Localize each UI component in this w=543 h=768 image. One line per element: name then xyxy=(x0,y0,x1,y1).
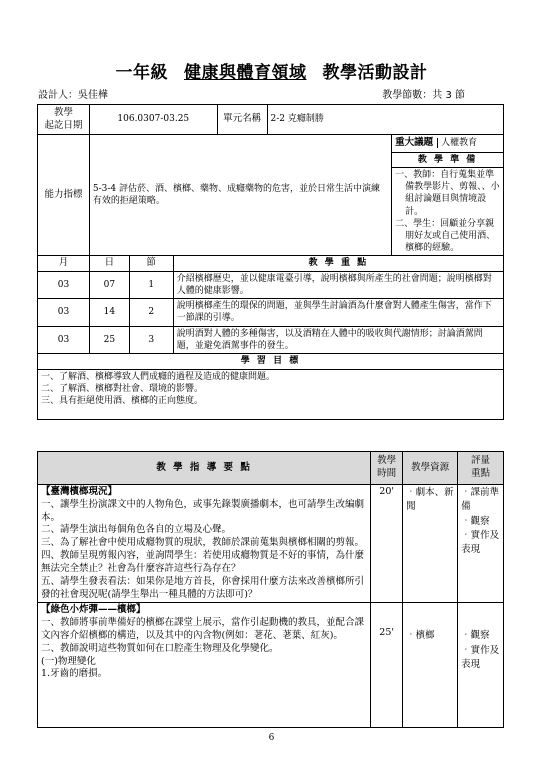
unit-label: 單元名稱 xyxy=(217,105,267,135)
guide-time-1: 20' xyxy=(371,485,403,603)
title-doc: 教學活動設計 xyxy=(322,63,428,83)
col-points: 教 學 指 導 要 點 xyxy=(38,452,371,485)
goal-item: 二、了解酒、檳榔對社會、環境的影響。 xyxy=(41,383,204,394)
document-title xyxy=(0,58,543,83)
prep-item: 二、學生：回顧並分享親朋好友或自己使用酒、檳榔的經驗。 xyxy=(395,218,496,253)
title-domain: 健康與體育領域 xyxy=(184,63,307,83)
col-time: 教學 時間 xyxy=(371,452,403,485)
col-day: 日 xyxy=(89,256,129,272)
col-focus: 教 學 重 點 xyxy=(173,256,503,272)
prep-items xyxy=(392,168,504,256)
col-month: 月 xyxy=(38,256,90,272)
prep-item: 一、教師：自行蒐集並準備教學影片、剪報、、小組討論題目與情境設計。 xyxy=(395,170,500,217)
goals-list xyxy=(38,369,504,419)
guide-eval-2: ‧觀察 ‧實作及表現 xyxy=(458,603,504,728)
ability-label: 能力指標 xyxy=(38,135,90,256)
guide-resource-1: ‧劇本、新聞 xyxy=(403,485,458,603)
date-value: 106.0307-03.25 xyxy=(89,105,217,135)
guide-time-2: 25' xyxy=(371,603,403,728)
table-row: 03 25 3 說明酒對人體的多種傷害，以及酒精在人體中的吸收與代謝情形；討論酒駕問題，並避免酒駕事件的發生。 xyxy=(38,326,504,353)
prep-header: 教 學 準 備 xyxy=(392,153,504,168)
col-resource: 教學資源 xyxy=(403,452,458,485)
guide-resource-2: ‧檳榔 xyxy=(403,603,458,728)
periods: 教學節數：共 3 節 xyxy=(382,90,465,101)
table-row: 03 14 2 說明檳榔產生的環保的問題，並與學生討論酒為什麼會對人體產生傷害，當作下一節課的引導。 xyxy=(38,299,504,326)
ability-value: 5-3-4 評估菸、酒、檳榔、藥物、成癮藥物的危害，並於日常生活中演練有效的拒絕策略。 xyxy=(89,135,391,256)
goal-item: 三、具有拒絕使用酒、檳榔的正向態度。 xyxy=(41,396,204,407)
col-period: 節 xyxy=(129,256,173,272)
guide-section-1: 【臺灣檳榔現況】 一、讓學生扮演課文中的人物角色，或事先錄製廣播劇本，也可請學生改編劇本。 二、請學生演出每個角色各自的立場及心聲。 三、為了解社會中使用成癮物質的現狀，教師於課前蒐集與檳榔相關的剪報。 四、教師呈現剪報內容，並詢問學生：若使用成癮物質是不好的事情，為什麼無法完全禁止？社會為什麼容許這些行為存在？ 五、請學生發表看法：如果你是地方首長，你會採用什麼方法來改善檳榔所引發的社會現況呢(請學生舉出一種具體的方法即可)？ xyxy=(38,485,371,603)
table-row: 03 07 1 介紹檳榔歷史，並以健康電臺引導，說明檳榔與所產生的社會問題；說明檳榔對人體的健康影響。 xyxy=(38,271,504,298)
date-label: 教學 起訖日期 xyxy=(38,105,90,135)
plan-info-table xyxy=(37,104,504,420)
guide-row xyxy=(38,485,504,603)
goals-header: 學 習 目 標 xyxy=(38,353,504,369)
col-eval: 評量 重點 xyxy=(458,452,504,485)
designer: 設計人：吳佳樺 xyxy=(38,90,108,101)
issue-cell: 重大議題 人權教育 xyxy=(392,135,504,153)
guide-section-2: 【綠色小炸彈——檳榔】 一、教師將事前準備好的檳榔在課堂上展示，當作引起動機的教具，並配合課文內容介紹檳榔的構造，以及其中的內含物(例如：荖花、荖葉、紅灰)。 二、教師說明這些物質如何在口腔產生物理及化學變化。 (一)物理變化 1.牙齒的磨損。 xyxy=(38,603,371,728)
guide-eval-1: ‧課前準備 ‧觀察 ‧實作及表現 xyxy=(458,485,504,603)
guide-row xyxy=(38,603,504,728)
title-grade: 一年級 xyxy=(115,63,168,83)
goal-item: 一、了解酒、檳榔導致人們成癮的過程及造成的健康問題。 xyxy=(41,371,276,382)
teaching-guide-table xyxy=(37,451,504,728)
page-number: 6 xyxy=(268,733,275,743)
unit-value: 2-2 克癮制勝 xyxy=(267,105,503,135)
